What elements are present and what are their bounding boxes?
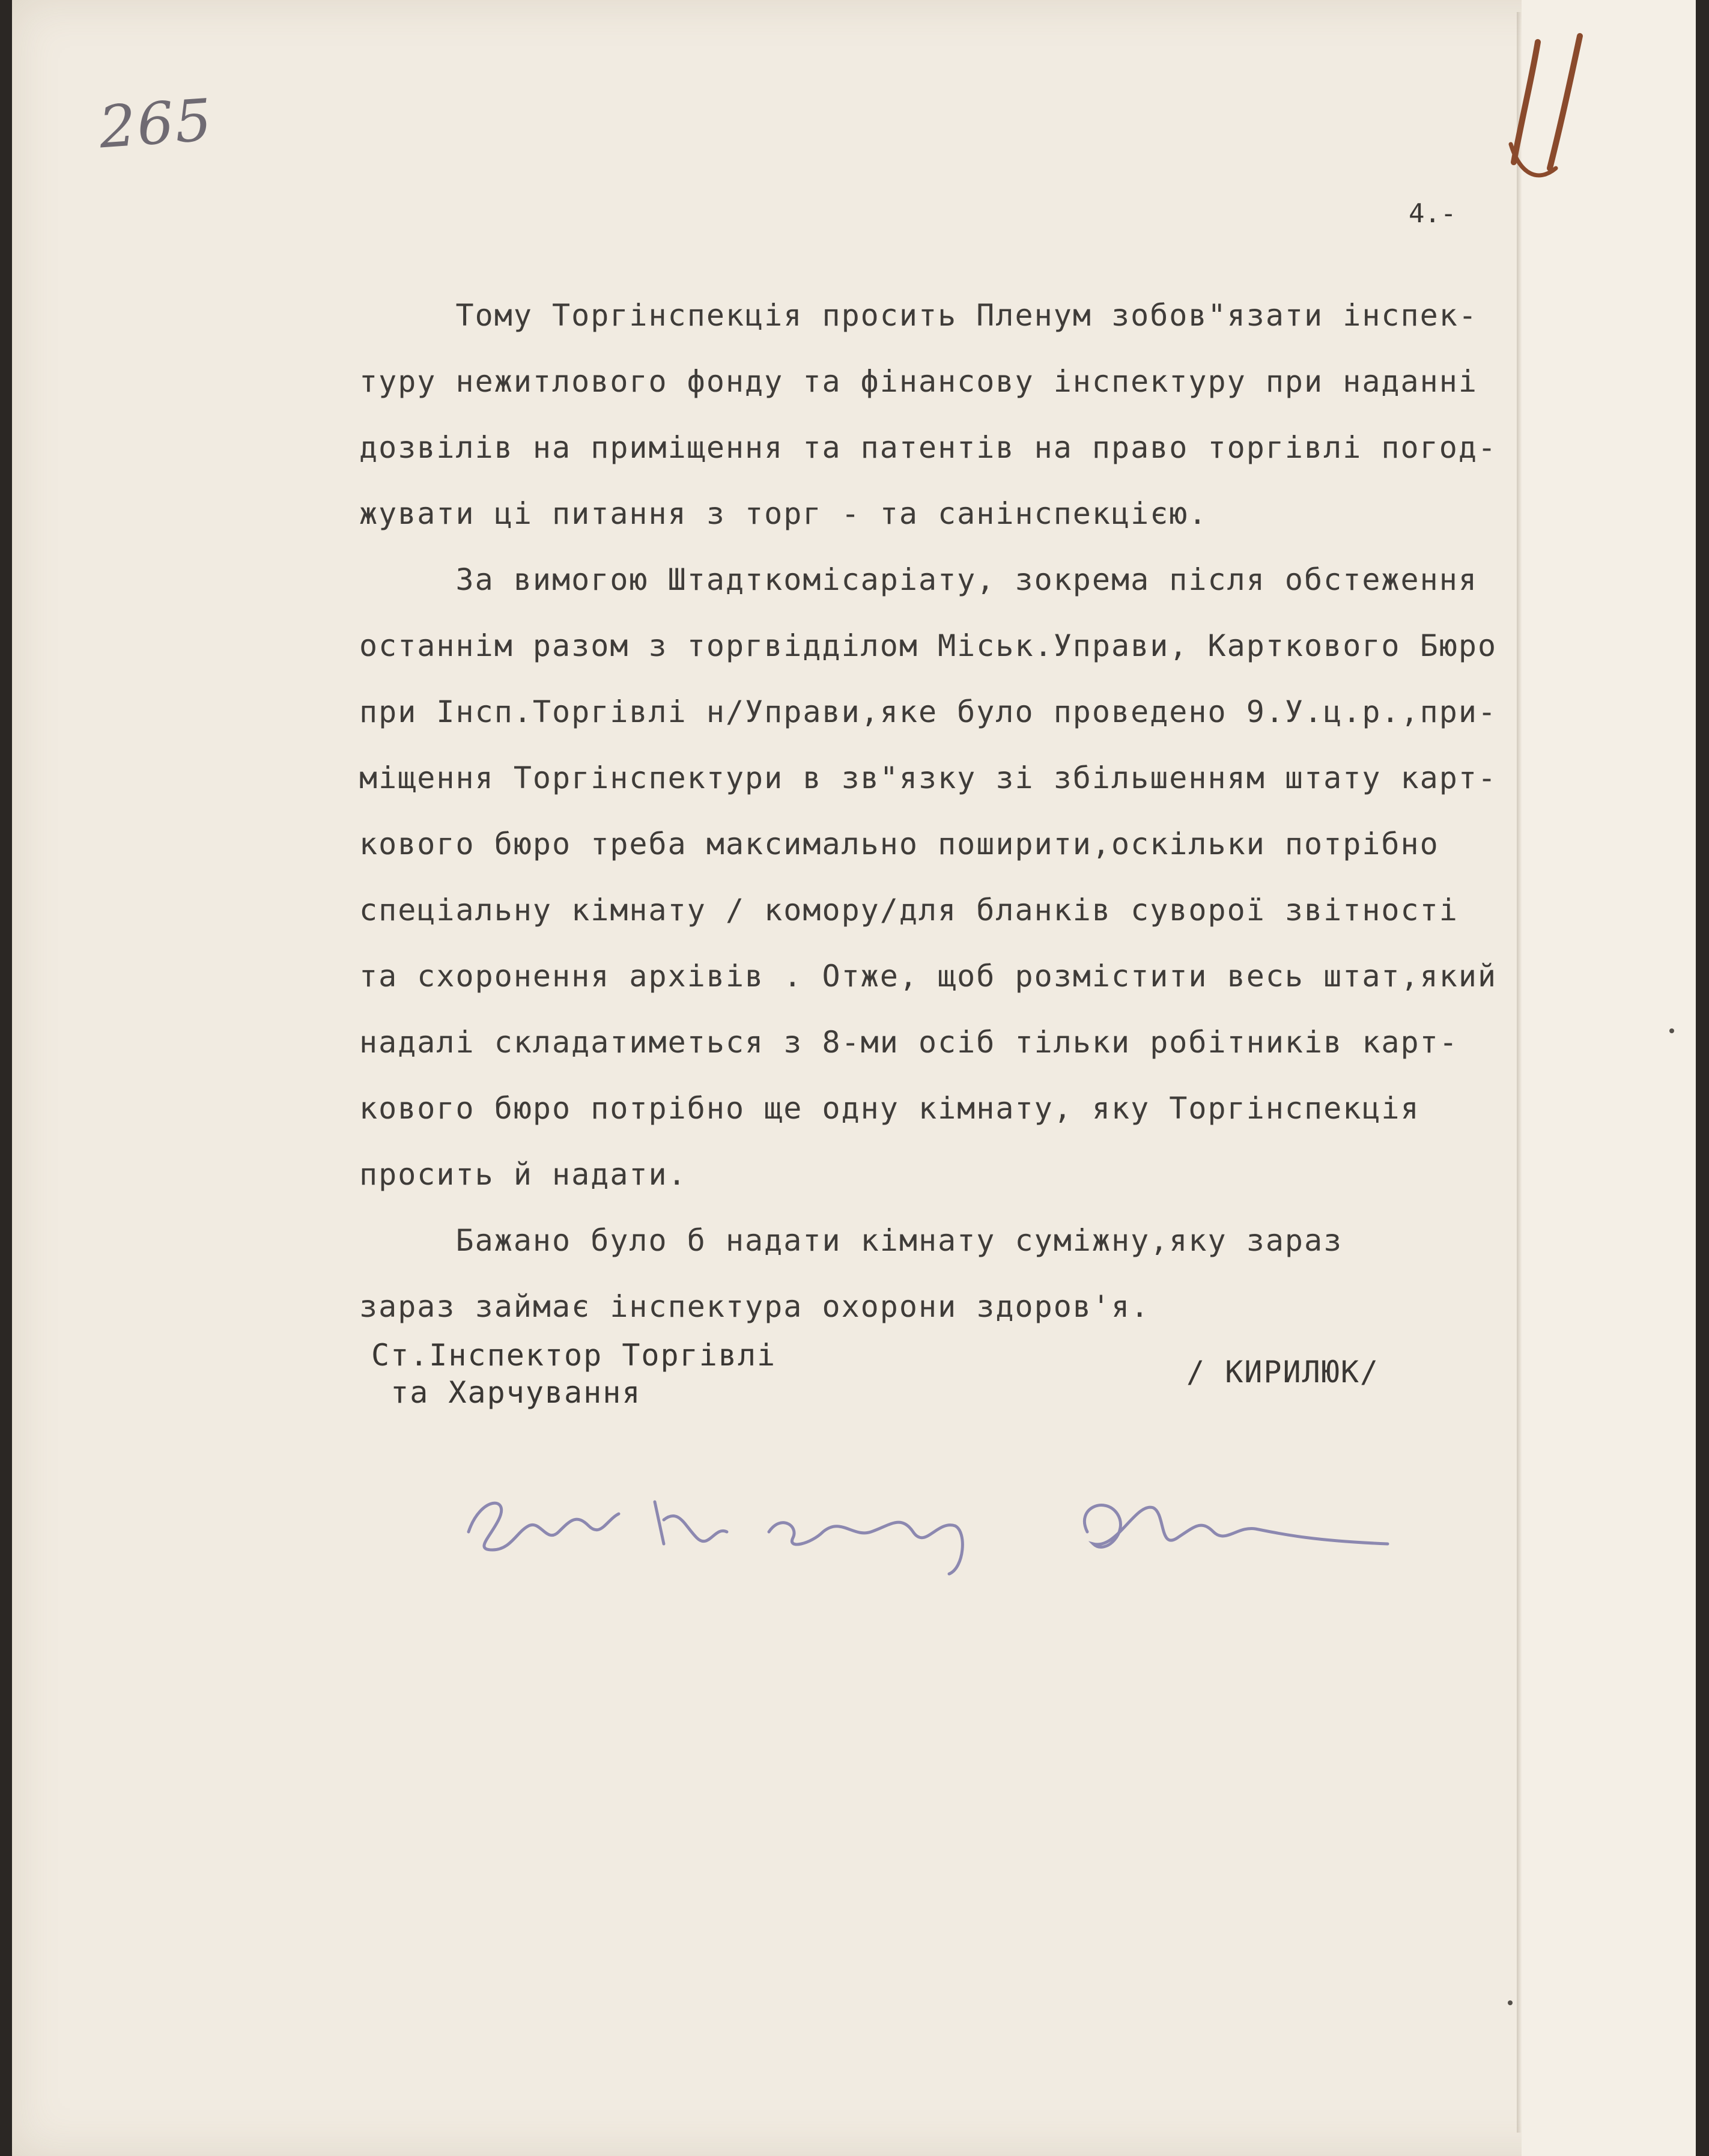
signatory-title: [371, 1337, 776, 1411]
edge-mark: [1669, 1028, 1674, 1033]
body-line: спеціальну кімнату / комору/для бланків суворої звітності: [359, 893, 1459, 928]
body-line: Бажано було б надати кімнату суміжну,яку зараз: [359, 1223, 1343, 1258]
signatory-title-line: та Харчування: [371, 1375, 642, 1410]
paragraph: [359, 282, 1555, 547]
body-line: надалі складатиметься з 8-ми осіб тільки робітників карт-: [359, 1025, 1459, 1060]
body-line: За вимогою Штадткомісаріату, зокрема після обстеження: [359, 562, 1478, 597]
body-line: зараз займає інспектура охорони здоров'я.: [359, 1289, 1150, 1324]
body-line: туру нежитлового фонду та фінансову інспектуру при наданні: [359, 364, 1478, 399]
signatory-name: / КИРИЛЮК/: [1186, 1355, 1380, 1389]
body-line: останнім разом з торгвідділом Міськ.Управи, Карткового Бюро: [359, 628, 1498, 663]
paragraph: [359, 547, 1555, 1207]
body-line: та схоронення архівів . Отже, щоб розмістити весь штат,який: [359, 959, 1498, 994]
body-line: Тому Торгінспекція просить Пленум зобов"язати інспек-: [359, 298, 1478, 333]
handwritten-signature-icon: [457, 1460, 1418, 1580]
edge-mark: [1508, 2000, 1513, 2005]
paragraph: [359, 1207, 1555, 1340]
body-line: кового бюро треба максимально поширити,оскільки потрібно: [359, 827, 1439, 861]
page-number-marker: 4.-: [1409, 198, 1457, 229]
body-line: кового бюро потрібно ще одну кімнату, яку Торгінспекція: [359, 1091, 1420, 1126]
signatory-title-line: Ст.Інспектор Торгівлі: [371, 1338, 777, 1373]
red-pencil-mark-icon: [1466, 24, 1604, 186]
body-line: просить й надати.: [359, 1157, 687, 1192]
document-body: [359, 282, 1555, 1340]
body-line: при Інсп.Торгівлі н/Управи,яке було проведено 9.У.ц.р.,при-: [359, 694, 1498, 729]
body-line: жувати ці питання з торг - та санінспекцією.: [359, 496, 1208, 531]
body-line: міщення Торгінспектури в зв"язку зі збільшенням штату карт-: [359, 761, 1498, 795]
body-line: дозвілів на приміщення та патентів на право торгівлі погод-: [359, 430, 1498, 465]
folio-number: 265: [97, 86, 215, 162]
